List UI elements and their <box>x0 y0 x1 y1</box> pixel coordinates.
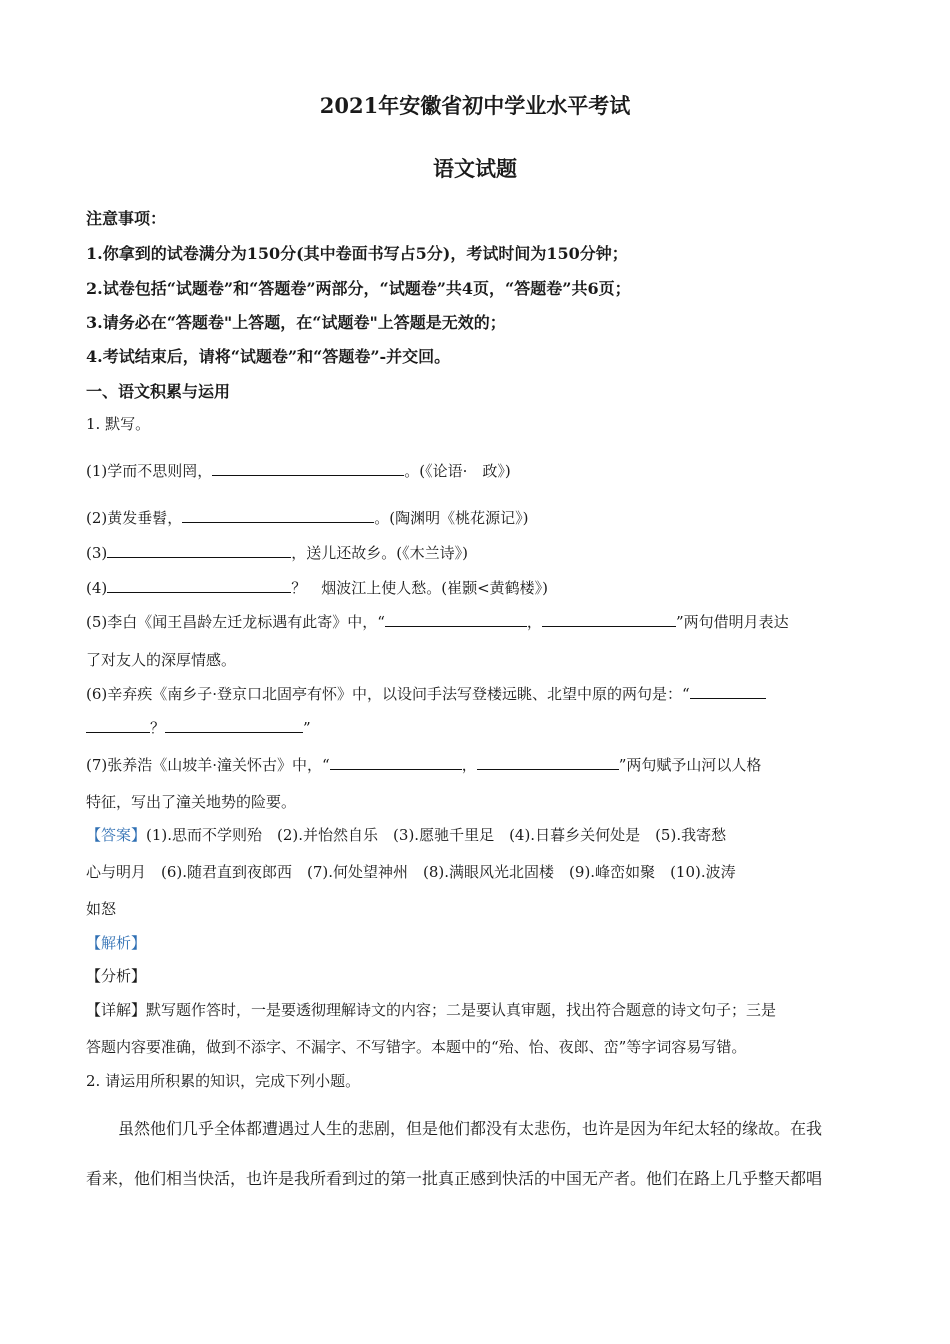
question-1-stem: 1. 默写。 <box>86 415 151 433</box>
answer-line-3: 如怒 <box>86 900 117 918</box>
notes-item-1: 1.你拿到的试卷满分为150分(其中卷面书写占5分)，考试时间为150分钟； <box>86 244 628 263</box>
notes-item-3: 3.请务必在“答题卷"上答题，在“试题卷"上答题是无效的； <box>86 313 506 332</box>
question-1-item-5: (5)李白《闻王昌龄左迁龙标遇有此寄》中，“ ， ”两句借明月表达 <box>86 613 789 631</box>
answer-line-2: 心与明月 (6).随君直到夜郎西 (7).何处望神州 (8).满眼风光北固楼 (9).峰峦如聚 (10).波涛 <box>86 863 736 881</box>
passage-line-1: 虽然他们几乎全体都遭遇过人生的悲剧，但是他们都没有太悲伤，也许是因为年纪太轻的缘故。在我 <box>86 1119 823 1138</box>
answer-blank[interactable] <box>86 718 150 733</box>
answer-blank[interactable] <box>107 543 291 558</box>
answer-blank[interactable] <box>182 508 374 523</box>
answer-blank[interactable] <box>107 578 291 593</box>
answer-blank[interactable] <box>477 755 619 770</box>
question-2-stem: 2. 请运用所积累的知识，完成下列小题。 <box>86 1072 361 1090</box>
question-1-item-6: (6)辛弃疾《南乡子·登京口北固亭有怀》中，以设问手法写登楼远眺、北望中原的两句是：“ <box>86 683 766 704</box>
section-heading: 一、语文积累与运用 <box>86 382 231 401</box>
question-1-item-2: (2)黄发垂髫， 。(陶渊明《桃花源记》) <box>86 509 529 527</box>
answer-blank[interactable] <box>165 718 303 733</box>
answer-blank[interactable] <box>330 755 462 770</box>
question-1-item-7: (7)张养浩《山坡羊·潼关怀古》中，“ ， ”两句赋予山河以人格 <box>86 756 762 774</box>
answer-blank[interactable] <box>385 612 527 627</box>
answer-blank[interactable] <box>690 684 766 699</box>
answer-blank[interactable] <box>212 461 404 476</box>
question-1-item-6-cont: ？ ” <box>86 717 311 738</box>
fenxi-tag: 【分析】 <box>86 967 147 985</box>
question-1-item-7-cont: 特征，写出了潼关地势的险要。 <box>86 793 297 811</box>
answer-line-1: 【答案】(1).思而不学则殆 (2).并怡然自乐 (3).愿驰千里足 (4).日暮乡关何处是 (5).我寄愁 <box>86 826 727 844</box>
answer-tag: 【答案】 <box>86 826 147 844</box>
exam-title: 2021年安徽省初中学业水平考试 <box>319 93 631 118</box>
detail-line-1: 【详解】默写题作答时，一是要透彻理解诗文的内容；二是要认真审题，找出符合题意的诗文句子；三是 <box>86 1001 777 1019</box>
analysis-tag: 【解析】 <box>86 934 147 952</box>
question-1-item-1: (1)学而不思则罔， 。(《论语· 政》) <box>86 462 511 480</box>
answer-blank[interactable] <box>542 612 676 627</box>
passage-line-2: 看来，他们相当快活，也许是我所看到过的第一批真正感到快活的中国无产者。他们在路上几乎整天都唱 <box>86 1169 823 1188</box>
exam-subtitle: 语文试题 <box>433 156 517 181</box>
notes-item-2: 2.试卷包括“试题卷”和“答题卷”两部分，“试题卷”共4页，“答题卷”共6页； <box>86 279 631 298</box>
question-1-item-4: (4) ？ 烟波江上使人愁。(崔颢<黄鹤楼》) <box>86 579 549 597</box>
question-1-item-5-cont: 了对友人的深厚情感。 <box>86 651 237 669</box>
notes-heading: 注意事项： <box>86 209 167 228</box>
detail-line-2: 答题内容要准确，做到不添字、不漏字、不写错字。本题中的“殆、怡、夜郎、峦”等字词容易写错。 <box>86 1038 747 1056</box>
question-1-item-3: (3) ，送儿还故乡。(《木兰诗》) <box>86 544 468 562</box>
notes-item-4: 4.考试结束后，请将“试题卷”和“答题卷”-并交回。 <box>86 347 451 366</box>
